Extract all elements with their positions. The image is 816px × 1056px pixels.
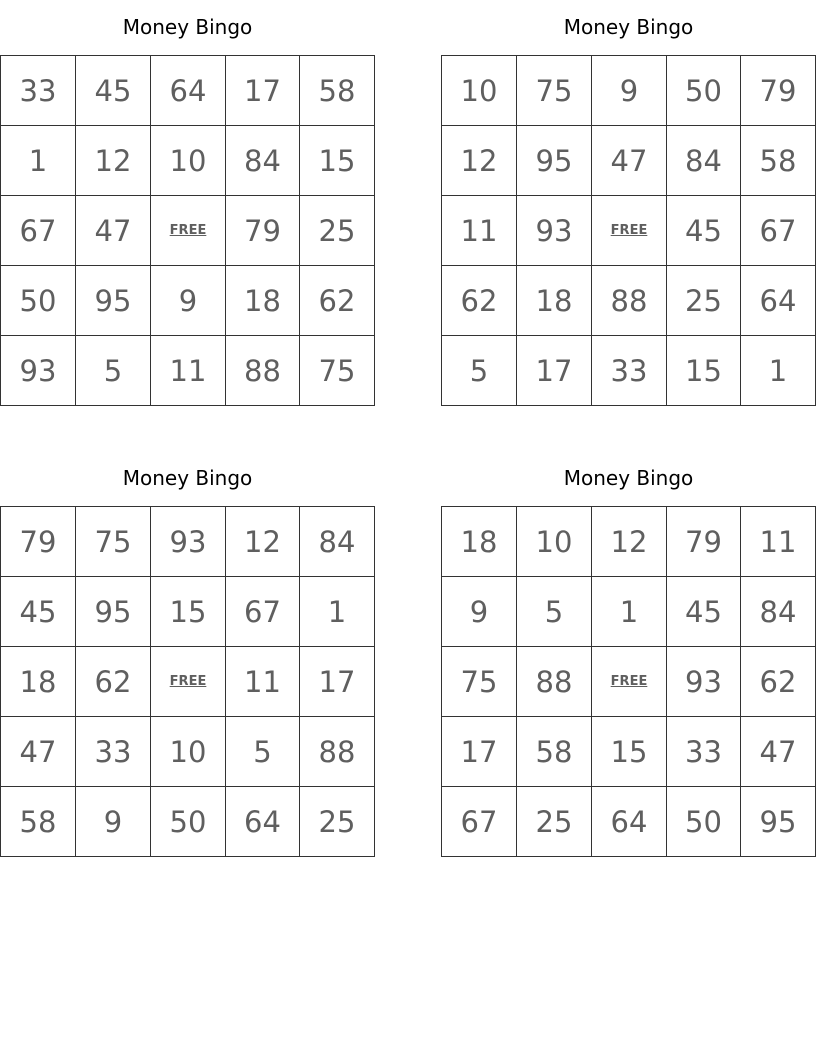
bingo-number-cell: 9 <box>592 56 667 126</box>
bingo-number-cell: 95 <box>517 126 592 196</box>
bingo-number-cell: 67 <box>442 787 517 857</box>
bingo-grid <box>0 55 375 406</box>
card-title: Money Bingo <box>563 15 694 39</box>
bingo-number-cell: 9 <box>76 787 151 857</box>
bingo-number-cell: 12 <box>226 507 300 577</box>
bingo-number-cell: 79 <box>226 196 300 266</box>
free-space-cell: FREE <box>151 196 226 266</box>
bingo-number-cell: 64 <box>226 787 300 857</box>
bingo-number-cell: 95 <box>76 266 151 336</box>
bingo-number-cell: 45 <box>76 56 151 126</box>
bingo-number-cell: 33 <box>667 717 741 787</box>
bingo-number-cell: 84 <box>226 126 300 196</box>
bingo-number-cell: 50 <box>667 56 741 126</box>
bingo-number-cell: 84 <box>300 507 375 577</box>
bingo-number-cell: 11 <box>442 196 517 266</box>
bingo-number-cell: 93 <box>517 196 592 266</box>
bingo-number-cell: 67 <box>741 196 816 266</box>
bingo-number-cell: 1 <box>592 577 667 647</box>
bingo-number-cell: 18 <box>1 647 76 717</box>
bingo-number-cell: 33 <box>76 717 151 787</box>
free-space-cell: FREE <box>151 647 226 717</box>
bingo-number-cell: 17 <box>442 717 517 787</box>
bingo-number-cell: 75 <box>517 56 592 126</box>
bingo-number-cell: 88 <box>300 717 375 787</box>
bingo-number-cell: 17 <box>226 56 300 126</box>
bingo-number-cell: 1 <box>741 336 816 406</box>
bingo-number-cell: 15 <box>300 126 375 196</box>
bingo-number-cell: 62 <box>442 266 517 336</box>
bingo-number-cell: 50 <box>667 787 741 857</box>
bingo-number-cell: 5 <box>442 336 517 406</box>
bingo-number-cell: 64 <box>592 787 667 857</box>
bingo-number-cell: 95 <box>741 787 816 857</box>
bingo-number-cell: 47 <box>1 717 76 787</box>
bingo-number-cell: 12 <box>592 507 667 577</box>
bingo-number-cell: 88 <box>592 266 667 336</box>
bingo-number-cell: 47 <box>76 196 151 266</box>
bingo-number-cell: 75 <box>76 507 151 577</box>
bingo-number-cell: 50 <box>1 266 76 336</box>
bingo-number-cell: 58 <box>300 56 375 126</box>
bingo-number-cell: 1 <box>1 126 76 196</box>
bingo-number-cell: 93 <box>667 647 741 717</box>
bingo-number-cell: 15 <box>592 717 667 787</box>
bingo-number-cell: 33 <box>592 336 667 406</box>
bingo-number-cell: 18 <box>442 507 517 577</box>
bingo-number-cell: 62 <box>76 647 151 717</box>
bingo-number-cell: 10 <box>517 507 592 577</box>
bingo-number-cell: 25 <box>300 787 375 857</box>
bingo-number-cell: 93 <box>151 507 226 577</box>
bingo-number-cell: 47 <box>741 717 816 787</box>
bingo-number-cell: 15 <box>667 336 741 406</box>
bingo-number-cell: 45 <box>1 577 76 647</box>
bingo-number-cell: 11 <box>741 507 816 577</box>
bingo-number-cell: 10 <box>151 717 226 787</box>
bingo-number-cell: 79 <box>741 56 816 126</box>
card-title: Money Bingo <box>122 15 253 39</box>
bingo-number-cell: 64 <box>741 266 816 336</box>
bingo-number-cell: 50 <box>151 787 226 857</box>
bingo-number-cell: 18 <box>517 266 592 336</box>
bingo-number-cell: 75 <box>300 336 375 406</box>
bingo-number-cell: 10 <box>151 126 226 196</box>
free-space-cell: FREE <box>592 196 667 266</box>
bingo-number-cell: 11 <box>151 336 226 406</box>
bingo-grid <box>0 506 375 857</box>
bingo-number-cell: 25 <box>667 266 741 336</box>
bingo-number-cell: 79 <box>667 507 741 577</box>
bingo-grid <box>441 506 816 857</box>
bingo-number-cell: 62 <box>741 647 816 717</box>
bingo-number-cell: 25 <box>517 787 592 857</box>
bingo-number-cell: 18 <box>226 266 300 336</box>
bingo-number-cell: 25 <box>300 196 375 266</box>
bingo-number-cell: 58 <box>1 787 76 857</box>
bingo-number-cell: 12 <box>442 126 517 196</box>
free-space-cell: FREE <box>592 647 667 717</box>
bingo-number-cell: 12 <box>76 126 151 196</box>
bingo-number-cell: 33 <box>1 56 76 126</box>
bingo-number-cell: 47 <box>592 126 667 196</box>
bingo-number-cell: 67 <box>226 577 300 647</box>
card-title: Money Bingo <box>563 466 694 490</box>
bingo-number-cell: 9 <box>442 577 517 647</box>
bingo-number-cell: 45 <box>667 196 741 266</box>
bingo-number-cell: 62 <box>300 266 375 336</box>
bingo-number-cell: 9 <box>151 266 226 336</box>
bingo-number-cell: 58 <box>741 126 816 196</box>
bingo-number-cell: 75 <box>442 647 517 717</box>
card-title: Money Bingo <box>122 466 253 490</box>
bingo-number-cell: 95 <box>76 577 151 647</box>
bingo-number-cell: 10 <box>442 56 517 126</box>
bingo-number-cell: 58 <box>517 717 592 787</box>
bingo-number-cell: 1 <box>300 577 375 647</box>
bingo-number-cell: 17 <box>300 647 375 717</box>
bingo-number-cell: 84 <box>741 577 816 647</box>
bingo-number-cell: 11 <box>226 647 300 717</box>
bingo-number-cell: 79 <box>1 507 76 577</box>
bingo-number-cell: 84 <box>667 126 741 196</box>
bingo-number-cell: 88 <box>226 336 300 406</box>
bingo-number-cell: 88 <box>517 647 592 717</box>
bingo-number-cell: 5 <box>226 717 300 787</box>
bingo-number-cell: 5 <box>76 336 151 406</box>
bingo-number-cell: 5 <box>517 577 592 647</box>
bingo-number-cell: 93 <box>1 336 76 406</box>
bingo-number-cell: 17 <box>517 336 592 406</box>
bingo-number-cell: 67 <box>1 196 76 266</box>
bingo-grid <box>441 55 816 406</box>
bingo-number-cell: 45 <box>667 577 741 647</box>
bingo-number-cell: 15 <box>151 577 226 647</box>
bingo-number-cell: 64 <box>151 56 226 126</box>
